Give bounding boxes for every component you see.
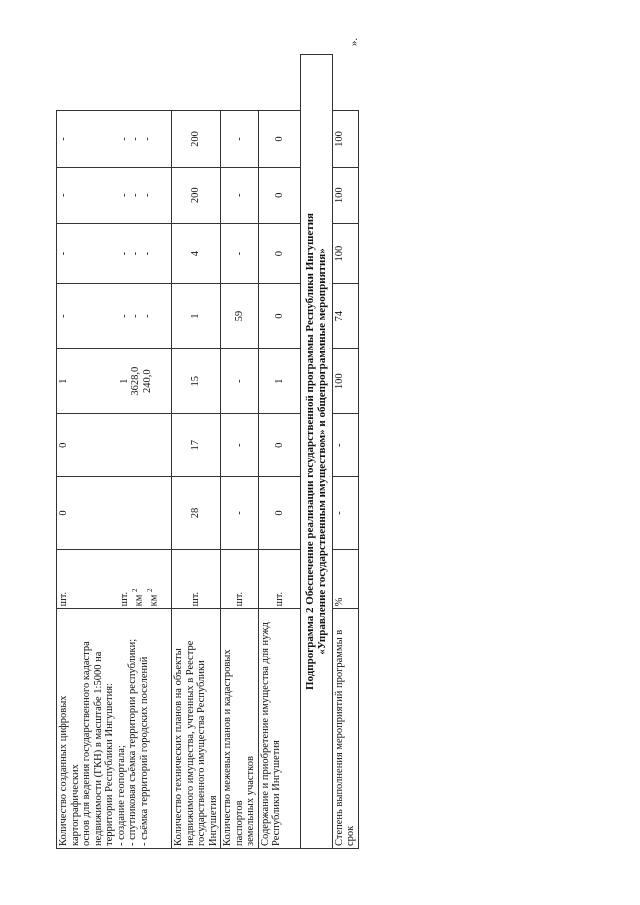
unit-cell: шт. [172, 549, 221, 608]
value-cell: - [332, 414, 358, 477]
value-cell: - [221, 477, 259, 550]
value-cell: 0 [57, 477, 172, 550]
indicator-name: Количество созданных цифровых картографических основ для ведения государственного кадастра недвижимости (ГКН) в масштабе 1:5000 на территории Республики Ингушетия: - создание геопортала; - спутниковая съёмка территории республики; - съёмка территорий городских поселений [57, 609, 172, 849]
value-cell: 0 [258, 477, 300, 550]
rotated-table-page [56, 54, 357, 849]
value-cell: 17 [172, 414, 221, 477]
value-cell: 4 [172, 223, 221, 283]
table-row [332, 55, 358, 849]
table-row [221, 55, 259, 849]
value-cell: 100 [332, 111, 358, 167]
unit-cell: шт. шт. км $^2$ км $^2$ [57, 549, 172, 608]
value-cell: 0 [258, 284, 300, 349]
table-row [258, 55, 300, 849]
value-cell: 100 [332, 167, 358, 223]
value-cell: - [221, 414, 259, 477]
value-cell: - - - - [57, 167, 172, 223]
subprogram-title: Подпрограмма 2 Обеспечение реализации государственной программы Республики Ингушетия «Управление государственным имуществом» и общепрограммные мероприятия» [300, 55, 332, 849]
table-row [172, 55, 221, 849]
subprogram-row [300, 55, 332, 849]
value-cell: 0 [258, 111, 300, 167]
value-cell: 200 [172, 167, 221, 223]
value-cell: 100 [332, 348, 358, 414]
value-cell: 28 [172, 477, 221, 550]
closing-quote-mark: ». [348, 37, 361, 47]
value-cell: - [221, 167, 259, 223]
value-cell: 100 [332, 223, 358, 283]
value-cell: - [332, 477, 358, 550]
unit-cell: шт. [258, 549, 300, 608]
indicator-name: Количество межевых планов и кадастровых паспортов земельных участков [221, 609, 259, 849]
indicator-name: Содержание и приобретение имущества для нужд Республики Ингушетия [258, 609, 300, 849]
value-cell: 1 [172, 284, 221, 349]
value-cell: 15 [172, 348, 221, 414]
value-cell: - - - - [57, 223, 172, 283]
indicator-name: Степень выполнения мероприятий программы в срок [332, 609, 358, 849]
table-row [57, 55, 172, 849]
value-cell: 59 [221, 284, 259, 349]
value-cell: - [221, 348, 259, 414]
value-cell: - [221, 223, 259, 283]
value-cell: 200 [172, 111, 221, 167]
value-cell: 1 [258, 348, 300, 414]
value-cell: 0 [258, 223, 300, 283]
value-cell: - - - - [57, 111, 172, 167]
unit-cell: шт. [221, 549, 259, 608]
indicators-table [56, 54, 359, 849]
unit-cell: % [332, 549, 358, 608]
value-cell: 74 [332, 284, 358, 349]
value-cell: 0 [258, 414, 300, 477]
value-cell: 0 [57, 414, 172, 477]
indicator-name: Количество технических планов на объекты недвижимого имущества, учтенных в Реестре государственного имущества Республики Ингушетия [172, 609, 221, 849]
value-cell: 1 1 3628,0 240,0 [57, 348, 172, 414]
value-cell: - - - - [57, 284, 172, 349]
value-cell: 0 [258, 167, 300, 223]
value-cell: - [221, 111, 259, 167]
